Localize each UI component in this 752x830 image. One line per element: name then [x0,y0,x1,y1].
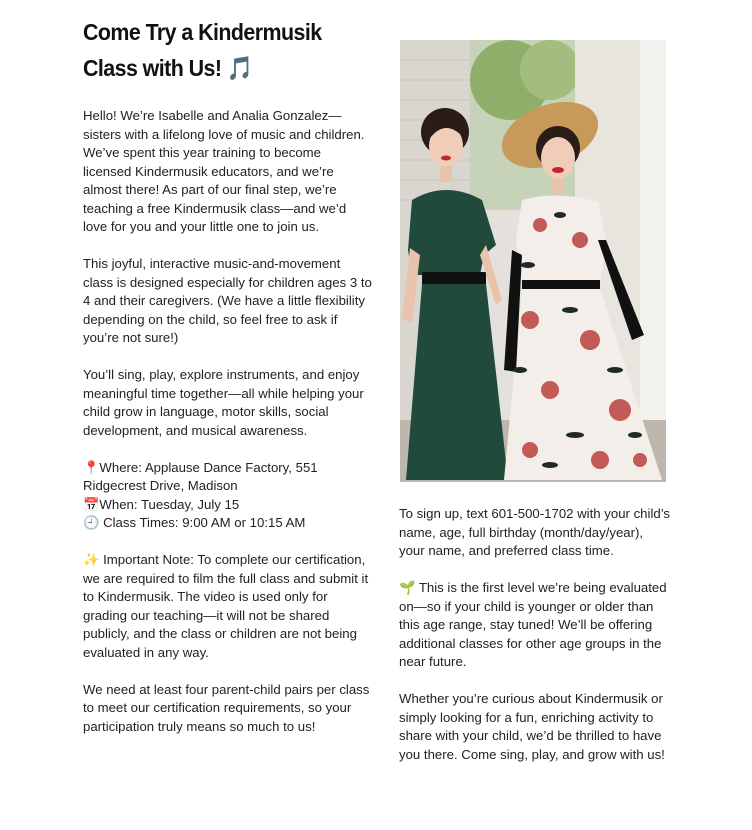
participation-paragraph: We need at least four parent-child pairs per class to meet our certification requirements, so your participation truly means so much to us! [83,681,370,734]
class-details [83,459,373,533]
times-line: 🕘 Class Times: 9:00 AM or 10:15 AM [83,515,306,530]
benefits-paragraph: You’ll sing, play, explore instruments, and enjoy meaningful time together—all while helping your child grow in language, motor skills, social development, and musical awareness. [83,367,364,438]
where-line: 📍Where: Applause Dance Factory, 551 Ridgecrest Drive, Madison [83,459,318,493]
sisters-photo-illustration [400,40,666,482]
left-column [83,107,373,755]
sisters-photo [400,40,666,482]
intro-paragraph: Hello! We’re Isabelle and Analia Gonzalez—sisters with a lifelong love of music and children. We’ve spent this year training to become licensed Kindermusik educators, and we’re almost there! As part of our final step, we’re teaching a free Kindermusik class—and we’d love for you and your little one to join us. [83,108,365,234]
right-column [399,505,671,783]
page-title: Come Try a Kindermusik Class with Us! 🎵 [83,19,322,81]
signup-paragraph: To sign up, text 601-500-1702 with your child’s name, age, full birthday (month/day/year), your name, and preferred class time. [399,506,670,558]
important-note-paragraph: ✨ Important Note: To complete our certification, we are required to film the full class and submit it to Kindermusik. The video is used only for grading our teaching—it will not be shared publicly, and the class or children are not being evaluated in any way. [83,552,369,660]
when-line: 📅When: Tuesday, July 15 [83,496,240,512]
first-level-paragraph: 🌱 This is the first level we’re being evaluated on—so if your child is younger or older than this age range, stay tuned! We’ll be offering additional classes for other age groups in the near future. [399,580,667,669]
closing-paragraph: Whether you’re curious about Kindermusik or simply looking for a fun, enriching activity to share with your child, we’d be thrilled to have you there. Come sing, play, and grow with us! [399,691,665,762]
class-description-paragraph: This joyful, interactive music-and-movement class is designed especially for children ages 3 to 4 and their caregivers. (We have a little flexibility depending on the child, so feel free to ask if you’re not sure!) [83,256,372,345]
